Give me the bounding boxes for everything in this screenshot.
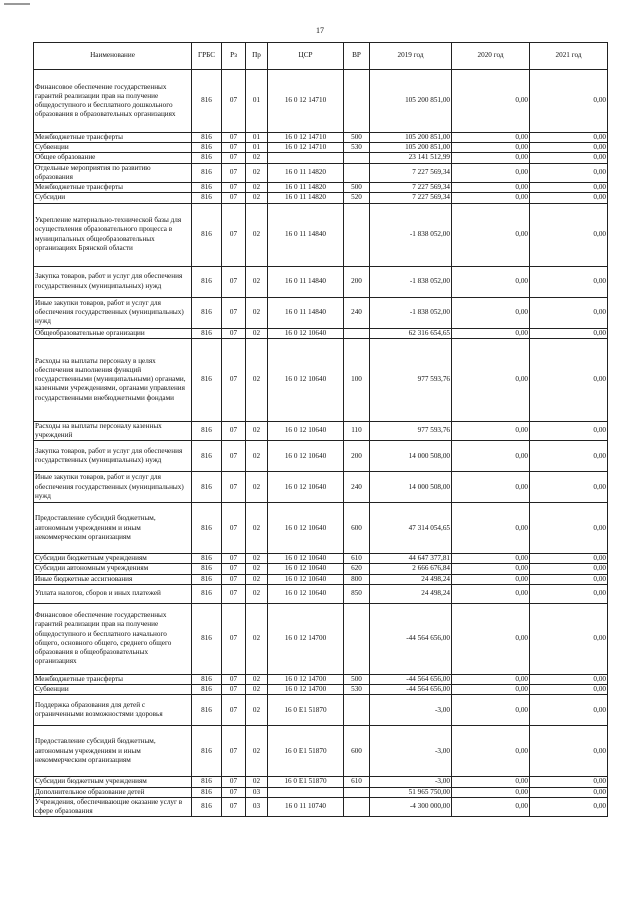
- cell-pr: 01: [246, 133, 268, 143]
- table-row: [34, 685, 608, 695]
- header-2021: 2021 год: [530, 43, 608, 70]
- cell-csr: 16 0 E1 51870: [268, 695, 344, 726]
- cell-2021: 0,00: [530, 193, 608, 203]
- cell-vr: 240: [344, 472, 370, 503]
- cell-pr: 02: [246, 328, 268, 338]
- cell-csr: [268, 787, 344, 797]
- cell-vr: 500: [344, 133, 370, 143]
- table-row: [34, 777, 608, 787]
- cell-2021: 0,00: [530, 153, 608, 163]
- cell-2019: 62 316 654,65: [370, 328, 452, 338]
- header-2020: 2020 год: [452, 43, 530, 70]
- table-row: [34, 338, 608, 421]
- cell-rz: 07: [222, 421, 246, 440]
- cell-csr: 16 0 11 14840: [268, 297, 344, 328]
- cell-2021: 0,00: [530, 685, 608, 695]
- table-row: [34, 163, 608, 182]
- cell-grbs: 816: [192, 695, 222, 726]
- cell-2019: 977 593,76: [370, 338, 452, 421]
- cell-vr: 800: [344, 574, 370, 584]
- cell-csr: 16 0 12 14710: [268, 133, 344, 143]
- cell-2019: 7 227 569,34: [370, 163, 452, 182]
- cell-grbs: 816: [192, 574, 222, 584]
- table-row: [34, 603, 608, 674]
- cell-csr: 16 0 11 14840: [268, 266, 344, 297]
- cell-csr: 16 0 12 10640: [268, 472, 344, 503]
- cell-vr: 520: [344, 193, 370, 203]
- cell-vr: 200: [344, 266, 370, 297]
- cell-2019: 105 200 851,00: [370, 143, 452, 153]
- cell-name: Учреждения, обеспечивающие оказание услуг в сфере образования: [34, 797, 192, 816]
- cell-pr: 02: [246, 338, 268, 421]
- cell-name: Субвенции: [34, 685, 192, 695]
- cell-2020: 0,00: [452, 328, 530, 338]
- cell-rz: 07: [222, 328, 246, 338]
- cell-vr: 600: [344, 503, 370, 554]
- cell-grbs: 816: [192, 554, 222, 564]
- cell-2021: 0,00: [530, 328, 608, 338]
- header-vr: ВР: [344, 43, 370, 70]
- cell-vr: 530: [344, 685, 370, 695]
- table-row: [34, 554, 608, 564]
- cell-csr: 16 0 12 14700: [268, 674, 344, 684]
- cell-csr: 16 0 12 14710: [268, 143, 344, 153]
- table-row: [34, 797, 608, 816]
- cell-2019: -44 564 656,00: [370, 674, 452, 684]
- cell-name: Финансовое обеспечение государственных гарантий реализации прав на получение общедоступного и бесплатного дошкольного образования в образовательных организациях: [34, 70, 192, 133]
- cell-rz: 07: [222, 338, 246, 421]
- table-row: [34, 787, 608, 797]
- cell-grbs: 816: [192, 603, 222, 674]
- cell-2021: 0,00: [530, 503, 608, 554]
- cell-2020: 0,00: [452, 685, 530, 695]
- cell-2019: 105 200 851,00: [370, 70, 452, 133]
- table-row: [34, 503, 608, 554]
- cell-pr: 03: [246, 787, 268, 797]
- cell-pr: 02: [246, 472, 268, 503]
- cell-pr: 01: [246, 70, 268, 133]
- cell-2020: 0,00: [452, 472, 530, 503]
- cell-grbs: 816: [192, 338, 222, 421]
- cell-csr: 16 0 E1 51870: [268, 726, 344, 777]
- cell-2020: 0,00: [452, 554, 530, 564]
- cell-rz: 07: [222, 685, 246, 695]
- cell-grbs: 816: [192, 297, 222, 328]
- cell-pr: 02: [246, 163, 268, 182]
- cell-csr: 16 0 12 10640: [268, 503, 344, 554]
- cell-2020: 0,00: [452, 695, 530, 726]
- cell-rz: 07: [222, 143, 246, 153]
- cell-2019: 105 200 851,00: [370, 133, 452, 143]
- cell-name: Субсидии: [34, 193, 192, 203]
- cell-grbs: 816: [192, 133, 222, 143]
- cell-name: Уплата налогов, сборов и иных платежей: [34, 584, 192, 603]
- cell-name: Межбюджетные трансферты: [34, 183, 192, 193]
- cell-rz: 07: [222, 266, 246, 297]
- header-grbs: ГРБС: [192, 43, 222, 70]
- cell-vr: 500: [344, 183, 370, 193]
- cell-2020: 0,00: [452, 163, 530, 182]
- cell-2019: -44 564 656,00: [370, 685, 452, 695]
- cell-2020: 0,00: [452, 503, 530, 554]
- cell-pr: 02: [246, 266, 268, 297]
- cell-pr: 02: [246, 193, 268, 203]
- cell-grbs: 816: [192, 564, 222, 574]
- cell-2019: -4 300 000,00: [370, 797, 452, 816]
- cell-rz: 07: [222, 695, 246, 726]
- cell-2021: 0,00: [530, 554, 608, 564]
- cell-2021: 0,00: [530, 183, 608, 193]
- table-row: [34, 584, 608, 603]
- cell-grbs: 816: [192, 70, 222, 133]
- cell-rz: 07: [222, 564, 246, 574]
- cell-csr: 16 0 12 10640: [268, 584, 344, 603]
- cell-rz: 07: [222, 503, 246, 554]
- table-header-row: [34, 43, 608, 70]
- cell-rz: 07: [222, 163, 246, 182]
- cell-name: Расходы на выплаты персоналу казенных учреждений: [34, 421, 192, 440]
- cell-vr: [344, 163, 370, 182]
- cell-vr: [344, 603, 370, 674]
- cell-rz: 07: [222, 70, 246, 133]
- cell-pr: 02: [246, 554, 268, 564]
- cell-rz: 07: [222, 777, 246, 787]
- cell-2019: -1 838 052,00: [370, 297, 452, 328]
- cell-vr: 100: [344, 338, 370, 421]
- cell-2020: 0,00: [452, 143, 530, 153]
- cell-grbs: 816: [192, 203, 222, 266]
- table-row: [34, 183, 608, 193]
- cell-rz: 07: [222, 603, 246, 674]
- cell-2020: 0,00: [452, 564, 530, 574]
- cell-csr: 16 0 12 10640: [268, 328, 344, 338]
- cell-vr: 240: [344, 297, 370, 328]
- cell-2020: 0,00: [452, 787, 530, 797]
- cell-2019: -44 564 656,00: [370, 603, 452, 674]
- cell-2021: 0,00: [530, 421, 608, 440]
- cell-name: Укрепление материально-технической базы для осуществления образовательного процесса в муниципальных общеобразовательных организациях Брянской области: [34, 203, 192, 266]
- table-row: [34, 564, 608, 574]
- cell-2019: 24 498,24: [370, 574, 452, 584]
- cell-grbs: 816: [192, 153, 222, 163]
- cell-2021: 0,00: [530, 674, 608, 684]
- cell-2021: 0,00: [530, 266, 608, 297]
- cell-pr: 02: [246, 564, 268, 574]
- cell-grbs: 816: [192, 777, 222, 787]
- cell-name: Иные закупки товаров, работ и услуг для обеспечения государственных (муниципальных) нужд: [34, 297, 192, 328]
- cell-name: Субсидии автономным учреждениям: [34, 564, 192, 574]
- cell-2021: 0,00: [530, 777, 608, 787]
- cell-name: Субвенции: [34, 143, 192, 153]
- cell-name: Иные закупки товаров, работ и услуг для обеспечения государственных (муниципальных) нужд: [34, 472, 192, 503]
- cell-csr: 16 0 11 14820: [268, 183, 344, 193]
- cell-name: Субсидии бюджетным учреждениям: [34, 777, 192, 787]
- cell-2019: 24 498,24: [370, 584, 452, 603]
- cell-csr: 16 0 12 14710: [268, 70, 344, 133]
- table-row: [34, 143, 608, 153]
- cell-name: Финансовое обеспечение государственных гарантий реализации прав на получение общедоступного и бесплатного начального общего, основного общего, среднего общего образования в общеобразовательных организациях: [34, 603, 192, 674]
- cell-2021: 0,00: [530, 441, 608, 472]
- cell-2019: 47 314 054,65: [370, 503, 452, 554]
- table-row: [34, 328, 608, 338]
- cell-vr: 610: [344, 777, 370, 787]
- cell-name: Субсидии бюджетным учреждениям: [34, 554, 192, 564]
- cell-vr: 610: [344, 554, 370, 564]
- cell-rz: 07: [222, 787, 246, 797]
- cell-rz: 07: [222, 574, 246, 584]
- header-2019: 2019 год: [370, 43, 452, 70]
- cell-vr: [344, 70, 370, 133]
- table-row: [34, 472, 608, 503]
- cell-2019: 23 141 512,99: [370, 153, 452, 163]
- cell-rz: 07: [222, 441, 246, 472]
- cell-2021: 0,00: [530, 797, 608, 816]
- cell-csr: 16 0 E1 51870: [268, 777, 344, 787]
- cell-2020: 0,00: [452, 193, 530, 203]
- cell-csr: 16 0 12 14700: [268, 685, 344, 695]
- cell-2021: 0,00: [530, 726, 608, 777]
- cell-rz: 07: [222, 183, 246, 193]
- cell-2020: 0,00: [452, 203, 530, 266]
- cell-2021: 0,00: [530, 203, 608, 266]
- cell-csr: 16 0 12 10640: [268, 564, 344, 574]
- cell-name: Отдельные мероприятия по развитию образования: [34, 163, 192, 182]
- cell-pr: 02: [246, 695, 268, 726]
- cell-name: Межбюджетные трансферты: [34, 133, 192, 143]
- cell-2020: 0,00: [452, 777, 530, 787]
- cell-pr: 02: [246, 297, 268, 328]
- cell-2021: 0,00: [530, 695, 608, 726]
- cell-grbs: 816: [192, 472, 222, 503]
- cell-vr: [344, 695, 370, 726]
- cell-name: Предоставление субсидий бюджетным, автономным учреждениям и иным некоммерческим организациям: [34, 503, 192, 554]
- cell-2019: -3,00: [370, 695, 452, 726]
- cell-name: Общее образование: [34, 153, 192, 163]
- cell-rz: 07: [222, 133, 246, 143]
- cell-2021: 0,00: [530, 70, 608, 133]
- cell-pr: 02: [246, 603, 268, 674]
- cell-pr: 03: [246, 797, 268, 816]
- cell-2019: 7 227 569,34: [370, 193, 452, 203]
- cell-2020: 0,00: [452, 421, 530, 440]
- cell-rz: 07: [222, 297, 246, 328]
- cell-rz: 07: [222, 203, 246, 266]
- cell-2021: 0,00: [530, 133, 608, 143]
- cell-2021: 0,00: [530, 338, 608, 421]
- cell-name: Иные бюджетные ассигнования: [34, 574, 192, 584]
- cell-2021: 0,00: [530, 297, 608, 328]
- cell-rz: 07: [222, 797, 246, 816]
- cell-rz: 07: [222, 584, 246, 603]
- scan-mark: [4, 3, 30, 5]
- cell-grbs: 816: [192, 183, 222, 193]
- cell-name: Поддержка образования для детей с ограниченными возможностями здоровья: [34, 695, 192, 726]
- cell-rz: 07: [222, 726, 246, 777]
- cell-grbs: 816: [192, 441, 222, 472]
- cell-2020: 0,00: [452, 674, 530, 684]
- cell-2019: -3,00: [370, 777, 452, 787]
- cell-name: Общеобразовательные организации: [34, 328, 192, 338]
- cell-2021: 0,00: [530, 143, 608, 153]
- header-pr: Пр: [246, 43, 268, 70]
- cell-2019: 44 647 377,81: [370, 554, 452, 564]
- table-row: [34, 266, 608, 297]
- cell-csr: 16 0 11 14820: [268, 163, 344, 182]
- cell-2020: 0,00: [452, 183, 530, 193]
- cell-2019: -3,00: [370, 726, 452, 777]
- cell-vr: [344, 328, 370, 338]
- cell-2020: 0,00: [452, 797, 530, 816]
- cell-rz: 07: [222, 193, 246, 203]
- cell-csr: 16 0 12 10640: [268, 421, 344, 440]
- table-row: [34, 203, 608, 266]
- table-row: [34, 726, 608, 777]
- header-rz: Рз: [222, 43, 246, 70]
- table-row: [34, 70, 608, 133]
- cell-csr: 16 0 12 10640: [268, 554, 344, 564]
- table-row: [34, 674, 608, 684]
- cell-2019: -1 838 052,00: [370, 266, 452, 297]
- cell-name: Закупка товаров, работ и услуг для обеспечения государственных (муниципальных) нужд: [34, 441, 192, 472]
- cell-vr: [344, 797, 370, 816]
- cell-grbs: 816: [192, 421, 222, 440]
- cell-csr: 16 0 12 10640: [268, 441, 344, 472]
- table-body: [34, 70, 608, 817]
- cell-vr: [344, 203, 370, 266]
- cell-grbs: 816: [192, 674, 222, 684]
- cell-name: Расходы на выплаты персоналу в целях обеспечения выполнения функций государственными (муниципальными) органами, казенными учреждениями, органами управления государственными внебюджетными фондами: [34, 338, 192, 421]
- cell-2020: 0,00: [452, 574, 530, 584]
- cell-vr: 110: [344, 421, 370, 440]
- page-number: 17: [316, 26, 324, 35]
- cell-2019: 2 666 676,84: [370, 564, 452, 574]
- cell-2019: 977 593,76: [370, 421, 452, 440]
- cell-2019: -1 838 052,00: [370, 203, 452, 266]
- cell-grbs: 816: [192, 193, 222, 203]
- cell-grbs: 816: [192, 584, 222, 603]
- cell-name: Предоставление субсидий бюджетным, автономным учреждениям и иным некоммерческим организациям: [34, 726, 192, 777]
- cell-vr: 200: [344, 441, 370, 472]
- cell-2020: 0,00: [452, 153, 530, 163]
- cell-2021: 0,00: [530, 787, 608, 797]
- cell-2020: 0,00: [452, 584, 530, 603]
- cell-grbs: 816: [192, 328, 222, 338]
- cell-2020: 0,00: [452, 266, 530, 297]
- cell-grbs: 816: [192, 266, 222, 297]
- cell-2019: 14 000 508,00: [370, 441, 452, 472]
- cell-pr: 02: [246, 777, 268, 787]
- cell-csr: 16 0 11 14840: [268, 203, 344, 266]
- cell-vr: 600: [344, 726, 370, 777]
- cell-2020: 0,00: [452, 297, 530, 328]
- cell-grbs: 816: [192, 685, 222, 695]
- cell-vr: [344, 153, 370, 163]
- cell-2020: 0,00: [452, 603, 530, 674]
- table-row: [34, 695, 608, 726]
- header-name: Наименование: [34, 43, 192, 70]
- cell-pr: 02: [246, 685, 268, 695]
- cell-name: Межбюджетные трансферты: [34, 674, 192, 684]
- cell-pr: 01: [246, 143, 268, 153]
- cell-2021: 0,00: [530, 472, 608, 503]
- cell-2021: 0,00: [530, 163, 608, 182]
- cell-csr: [268, 153, 344, 163]
- cell-csr: 16 0 12 10640: [268, 338, 344, 421]
- cell-grbs: 816: [192, 503, 222, 554]
- table-row: [34, 193, 608, 203]
- cell-2019: 7 227 569,34: [370, 183, 452, 193]
- cell-2020: 0,00: [452, 338, 530, 421]
- cell-pr: 02: [246, 183, 268, 193]
- cell-rz: 07: [222, 472, 246, 503]
- cell-grbs: 816: [192, 797, 222, 816]
- budget-table: [33, 42, 608, 817]
- cell-pr: 02: [246, 421, 268, 440]
- table-row: [34, 153, 608, 163]
- cell-name: Закупка товаров, работ и услуг для обеспечения государственных (муниципальных) нужд: [34, 266, 192, 297]
- cell-pr: 02: [246, 726, 268, 777]
- cell-vr: [344, 787, 370, 797]
- cell-2019: 14 000 508,00: [370, 472, 452, 503]
- header-csr: ЦСР: [268, 43, 344, 70]
- cell-2020: 0,00: [452, 441, 530, 472]
- cell-2021: 0,00: [530, 574, 608, 584]
- cell-2020: 0,00: [452, 726, 530, 777]
- cell-csr: 16 0 11 14820: [268, 193, 344, 203]
- cell-pr: 02: [246, 441, 268, 472]
- cell-grbs: 816: [192, 726, 222, 777]
- cell-rz: 07: [222, 554, 246, 564]
- cell-vr: 500: [344, 674, 370, 684]
- cell-grbs: 816: [192, 787, 222, 797]
- cell-rz: 07: [222, 674, 246, 684]
- cell-pr: 02: [246, 574, 268, 584]
- cell-grbs: 816: [192, 163, 222, 182]
- cell-2021: 0,00: [530, 584, 608, 603]
- cell-vr: 620: [344, 564, 370, 574]
- cell-name: Дополнительное образование детей: [34, 787, 192, 797]
- cell-csr: 16 0 12 10640: [268, 574, 344, 584]
- table-row: [34, 297, 608, 328]
- cell-pr: 02: [246, 203, 268, 266]
- cell-csr: 16 0 11 10740: [268, 797, 344, 816]
- cell-pr: 02: [246, 674, 268, 684]
- cell-pr: 02: [246, 153, 268, 163]
- cell-2020: 0,00: [452, 70, 530, 133]
- cell-2019: 51 965 750,00: [370, 787, 452, 797]
- table-row: [34, 421, 608, 440]
- cell-vr: 530: [344, 143, 370, 153]
- cell-2021: 0,00: [530, 603, 608, 674]
- cell-pr: 02: [246, 584, 268, 603]
- table-row: [34, 441, 608, 472]
- cell-csr: 16 0 12 14700: [268, 603, 344, 674]
- cell-2020: 0,00: [452, 133, 530, 143]
- cell-2021: 0,00: [530, 564, 608, 574]
- cell-pr: 02: [246, 503, 268, 554]
- cell-rz: 07: [222, 153, 246, 163]
- cell-grbs: 816: [192, 143, 222, 153]
- table-row: [34, 574, 608, 584]
- cell-vr: 850: [344, 584, 370, 603]
- table-row: [34, 133, 608, 143]
